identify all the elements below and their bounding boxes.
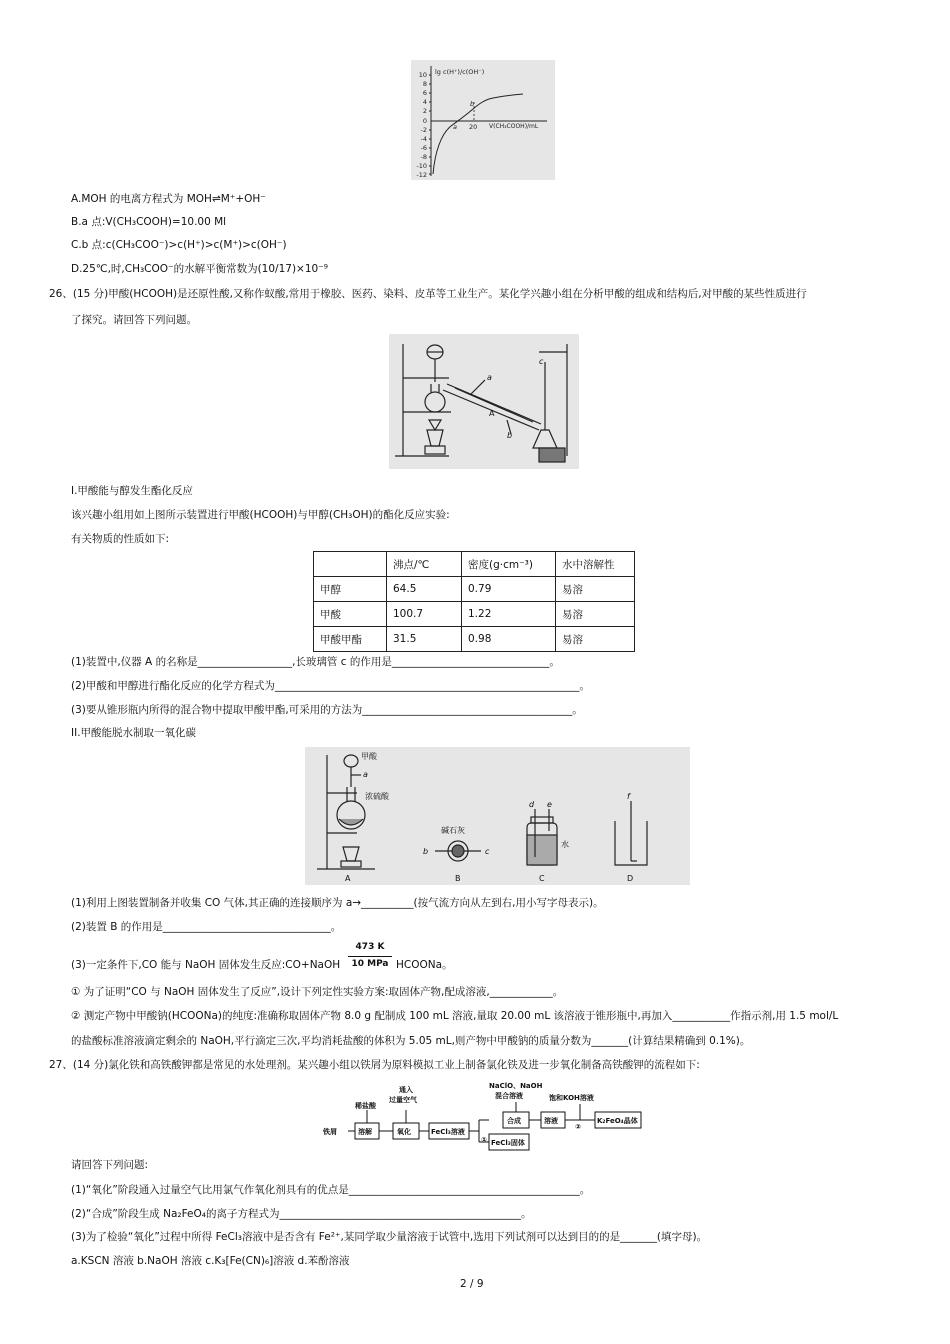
option-a: A.MOH 的电离方程式为 MOH⇌M⁺+OH⁻: [71, 193, 266, 205]
y-tick: 6: [422, 89, 427, 97]
flow-step-synthesis: 合成: [507, 1117, 521, 1125]
q26-2-3b: ② 测定产物中甲酸钠(HCOONa)的纯度:准确称取固体产物 8.0 g 配制成 100 mL 溶液,量取 20.00 mL 该溶液于锥形瓶中,再加入___________作指示剂,用 1.5 mol/L: [71, 1010, 839, 1022]
table-header-cell: 水中溶解性: [556, 552, 635, 577]
titration-curve: [433, 94, 523, 174]
y-tick: -12: [416, 171, 427, 179]
y-tick: 10: [418, 71, 427, 79]
flow-hcl: 稀盐酸: [355, 1102, 376, 1110]
label-formic-acid: 甲酸: [361, 752, 377, 761]
label-soda-lime: 碱石灰: [441, 826, 465, 835]
q26-2-3-post: HCOONa。: [396, 959, 453, 971]
condition-pressure: 10 MPa: [351, 959, 389, 969]
label-A: A: [489, 409, 495, 418]
titration-graph: [411, 60, 555, 180]
q27-2: (2)“合成”阶段生成 Na₂FeO₄的离子方程式为______________________________________________。: [71, 1208, 532, 1220]
label-a: a: [363, 770, 368, 779]
y-tick: -8: [420, 153, 427, 161]
q27-1: (1)“氧化”阶段通入过量空气比用氯气作氧化剂具有的优点是____________________________________________。: [71, 1184, 591, 1196]
y-tick: -6: [420, 144, 427, 152]
q27-ask: 请回答下列问题:: [71, 1159, 149, 1171]
table-row: [314, 602, 635, 627]
q26-1: (1)装置中,仪器 A 的名称是__________________,长玻璃管 c 的作用是______________________________。: [71, 656, 560, 668]
flow-solution: 溶液: [544, 1117, 558, 1125]
table-cell: 64.5: [387, 577, 462, 602]
q26-intro-cont: 了探究。请回答下列问题。: [71, 314, 197, 326]
q26-intro: 26、(15 分)甲酸(HCOOH)是还原性酸,又称作蚁酸,常用于橡胶、医药、染料、皮革等工业生产。某化学兴趣小组在分析甲酸的组成和结构后,对甲酸的某些性质进行: [49, 288, 807, 300]
part1-desc: 该兴趣小组用如上图所示装置进行甲酸(HCOOH)与甲醇(CH₃OH)的酯化反应实验:: [71, 509, 450, 521]
process-flowchart: [323, 1080, 643, 1154]
q26-2-3c: 的盐酸标准溶液滴定剩余的 NaOH,平行滴定三次,平均消耗盐酸的体积为 5.05 mL,则产物中甲酸钠的质量分数为_______(计算结果精确到 0.1%)。: [71, 1035, 751, 1047]
table-header-row: [314, 552, 635, 577]
table-cell: 易溶: [556, 627, 635, 652]
table-cell: 0.98: [462, 627, 556, 652]
caption-B: B: [455, 874, 461, 883]
q26-2-3a: ① 为了证明“CO 与 NaOH 固体发生了反应”,设计下列定性实验方案:取固体产物,配成溶液,____________。: [71, 986, 564, 998]
flow-mixed: 混合溶液: [495, 1092, 523, 1100]
point-b-label: b: [470, 100, 475, 108]
table-header-cell: 密度(g·cm⁻³): [462, 552, 556, 577]
label-e: e: [547, 800, 552, 809]
flow-fecl3-solid: FeCl₃固体: [491, 1139, 525, 1147]
q27-intro: 27、(14 分)氯化铁和高铁酸钾都是常见的水处理剂。某兴趣小组以铁屑为原料模拟工业上制备氯化铁及进一步氧化制备高铁酸钾的流程如下:: [49, 1059, 700, 1071]
option-b: B.a 点:V(CH₃COOH)=10.00 Ml: [71, 216, 227, 228]
q26-2-1: (1)利用上图装置制备并收集 CO 气体,其正确的连接顺序为 a→__________(按气流方向从左到右,用小写字母表示)。: [71, 897, 604, 909]
x-axis-label: V(CH₃COOH)/mL: [489, 123, 539, 130]
part1-title: I.甲酸能与醇发生酯化反应: [71, 485, 193, 497]
label-a: a: [487, 373, 492, 382]
co-apparatus: [305, 747, 690, 885]
y-tick: 2: [422, 107, 427, 115]
flow-fecl3-solution: FeCl₃溶液: [431, 1128, 465, 1136]
condition-temperature: 473 K: [355, 942, 385, 952]
q26-2: (2)甲酸和甲醇进行酯化反应的化学方程式为__________________________________________________________。: [71, 680, 590, 692]
table-row: [314, 577, 635, 602]
y-tick: -2: [420, 126, 427, 134]
x-tick: 20: [469, 123, 478, 131]
flow-air-1: 通入: [399, 1086, 413, 1094]
table-header-cell: 沸点/℃: [387, 552, 462, 577]
q26-3: (3)要从锥形瓶内所得的混合物中提取甲酸甲酯,可采用的方法为________________________________________。: [71, 704, 583, 716]
flow-product: K₂FeO₄晶体: [597, 1117, 638, 1125]
flow-naclo: NaClO、NaOH: [489, 1082, 543, 1090]
caption-A: A: [345, 874, 351, 883]
q26-2-3-pre: (3)一定条件下,CO 能与 NaOH 固体发生反应:CO+NaOH: [71, 959, 341, 971]
table-cell: 100.7: [387, 602, 462, 627]
flow-mark-2: ②: [575, 1123, 581, 1131]
q27-options: a.KSCN 溶液 b.NaOH 溶液 c.K₃[Fe(CN)₆]溶液 d.苯酚溶液: [71, 1255, 350, 1267]
y-axis-label: lg c(H⁺)/c(OH⁻): [435, 68, 485, 76]
reaction-arrow: [348, 956, 392, 957]
q26-2-2: (2)装置 B 的作用是________________________________。: [71, 921, 342, 933]
y-tick: 4: [422, 98, 427, 106]
table-cell: 甲酸: [314, 602, 387, 627]
y-tick: 0: [422, 117, 427, 125]
label-b: b: [507, 431, 513, 440]
option-d: D.25℃,时,CH₃COO⁻的水解平衡常数为(10/17)×10⁻⁹: [71, 263, 328, 275]
flow-koh: 饱和KOH溶液: [549, 1094, 594, 1102]
page-number: 2 / 9: [460, 1278, 484, 1290]
flow-start: 铁屑: [323, 1128, 337, 1136]
label-c: c: [485, 847, 490, 856]
label-water: 水: [561, 840, 569, 849]
table-cell: 31.5: [387, 627, 462, 652]
point-a-label: a: [453, 123, 457, 131]
table-cell: 1.22: [462, 602, 556, 627]
flow-air-2: 过量空气: [389, 1096, 417, 1104]
caption-D: D: [627, 874, 634, 883]
y-tick: 8: [422, 80, 427, 88]
table-row: [314, 627, 635, 652]
properties-table: [313, 551, 635, 652]
table-cell: 易溶: [556, 602, 635, 627]
flow-step-dissolve: 溶解: [358, 1128, 372, 1136]
table-cell: 易溶: [556, 577, 635, 602]
table-cell: 0.79: [462, 577, 556, 602]
label-b: b: [423, 847, 429, 856]
props-intro: 有关物质的性质如下:: [71, 533, 170, 545]
label-c: c: [539, 357, 544, 366]
esterification-apparatus: [389, 334, 579, 469]
option-c: C.b 点:c(CH₃COO⁻)>c(H⁺)>c(M⁺)>c(OH⁻): [71, 239, 287, 251]
reaction-condition: [346, 942, 394, 976]
y-tick: -10: [416, 162, 427, 170]
q27-3: (3)为了检验“氧化”过程中所得 FeCl₃溶液中是否含有 Fe²⁺,某同学取少量溶液于试管中,选用下列试剂可以达到目的的是_______(填字母)。: [71, 1231, 708, 1243]
flow-mark-1: ①: [481, 1136, 487, 1144]
table-cell: 甲醇: [314, 577, 387, 602]
label-conc-h2so4: 浓硫酸: [365, 792, 389, 801]
label-f: f: [627, 792, 630, 801]
table-header-cell: [314, 552, 387, 577]
part2-title: II.甲酸能脱水制取一氧化碳: [71, 727, 197, 739]
y-tick: -4: [420, 135, 427, 143]
flow-step-oxidize: 氧化: [397, 1128, 411, 1136]
caption-C: C: [539, 874, 545, 883]
table-cell: 甲酸甲酯: [314, 627, 387, 652]
label-d: d: [529, 800, 535, 809]
